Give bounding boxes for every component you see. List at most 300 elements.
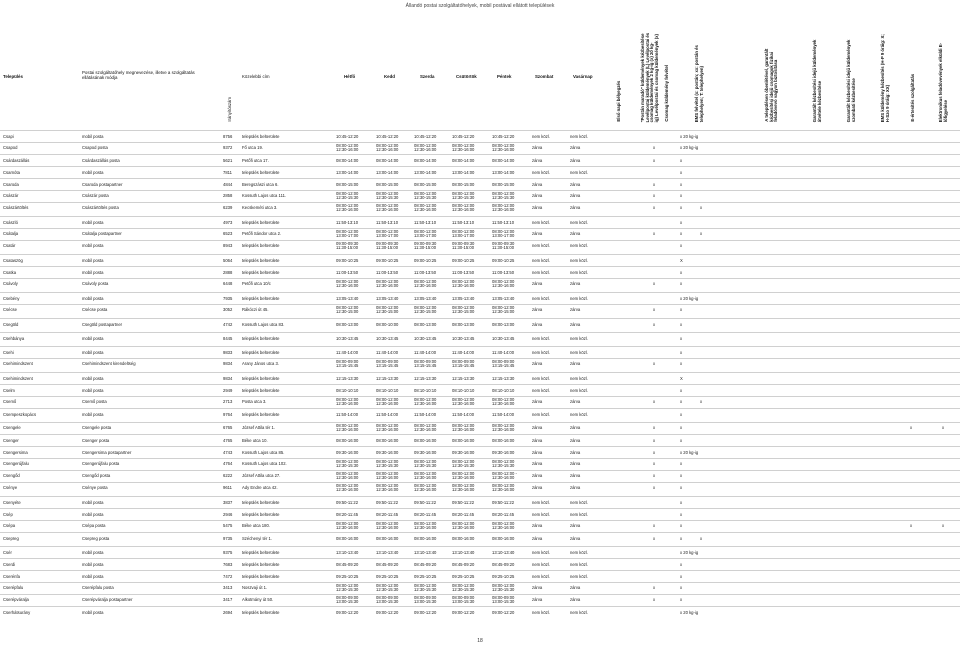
cell-nyitvatartas: 08:00-12:00 12:30-15:00 xyxy=(492,305,515,315)
header-vasarnap: Vasárnap xyxy=(573,74,593,79)
cell-nyitvatartas: 10:30-13:45 xyxy=(452,336,475,341)
cell-nyitvatartas: 08:00-16:00 xyxy=(492,438,515,443)
cell-cim: Béke utca 10. xyxy=(242,438,268,443)
cell-szolgaltatas: x xyxy=(680,597,683,602)
cell-cim: Petőfi utca 10/c xyxy=(242,281,271,286)
cell-iranyitoszam: 6448 xyxy=(223,281,233,286)
cell-szolgaltatas: x xyxy=(680,412,683,417)
cell-nyitvatartas: 08:00-12:00 12:30-16:00 xyxy=(452,203,475,213)
cell-telepules: Csép xyxy=(3,512,13,517)
cell-nyitvatartas: 08:00-12:00 12:30-15:30 xyxy=(376,459,399,469)
cell-telepules: Cselm xyxy=(3,388,15,393)
cell-nyitvatartas: 08:00-12:00 12:30-16:00 xyxy=(414,203,437,213)
cell-nyitvatartas: 08:00-12:00 12:30-15:30 xyxy=(336,583,359,593)
cell-szolgaltatas: x xyxy=(680,182,683,187)
cell-cim: település belterülete xyxy=(242,243,280,248)
cell-nyitvatartas: 08:20-11:45 xyxy=(414,512,437,517)
cell-nyitvatartas: 11:50-14:00 xyxy=(492,412,515,417)
table-row xyxy=(0,304,960,315)
cell-nyitvatartas: 09:30-16:00 xyxy=(452,450,475,455)
cell-szombat: nem közl. xyxy=(532,296,550,301)
cell-cim: Kossuth Lajos utca 85. xyxy=(242,450,285,455)
cell-szolgaltatas: x xyxy=(653,425,656,430)
table-row xyxy=(0,384,960,395)
header-csomag-biztositas: A településen óbenlétével, garantált kézbesítési idejű csomagok fizikai feladóvevő vagyon biztosítása xyxy=(764,48,779,122)
cell-nyitvatartas: 08:00-10:00 xyxy=(376,322,399,327)
header-garantalt-szombati: Garantált kézbesítési idejű küldemények szombati kézbesítése xyxy=(846,39,856,122)
table-row xyxy=(0,358,960,369)
cell-nyitvatartas: 08:10-10:10 xyxy=(376,388,399,393)
cell-szombat: zárva xyxy=(532,461,543,466)
cell-szolgaltatas: X xyxy=(680,376,683,381)
cell-nyitvatartas: 11:50-14:00 xyxy=(452,412,475,417)
cell-szombat: nem közl. xyxy=(532,376,550,381)
header-ems-kezbesites: EMS küldemény kézbesítés (H-P 9 óráig: X; H-Szo 9 óráig: XX) xyxy=(880,33,890,122)
table-row xyxy=(0,470,960,481)
cell-nyitvatartas: 12:15-13:30 xyxy=(376,376,399,381)
cell-nyitvatartas: 08:10-10:10 xyxy=(336,388,359,393)
cell-megnevezes: Csaroda postapartner xyxy=(82,182,123,187)
cell-vasarnap: zárva xyxy=(570,193,581,198)
cell-megnevezes: Csegöld postapartner xyxy=(82,322,123,327)
cell-cim: Fő utca 19. xyxy=(242,145,263,150)
cell-nyitvatartas: 13:10-13:40 xyxy=(414,550,437,555)
cell-megnevezes: Csengőd posta xyxy=(82,473,111,478)
cell-szombat: nem közl. xyxy=(532,574,550,579)
cell-szolgaltatas: x xyxy=(680,562,683,567)
cell-cim: település belterülete xyxy=(242,574,280,579)
cell-szolgaltatas: x xyxy=(680,485,683,490)
cell-telepules: Cserépváralja xyxy=(3,597,29,602)
cell-cim: település belterülete xyxy=(242,412,280,417)
cell-szombat: nem közl. xyxy=(532,134,550,139)
cell-telepules: Csarnóta xyxy=(3,170,20,175)
table-row xyxy=(0,154,960,165)
cell-nyitvatartas: 08:00-12:00 12:30-15:30 xyxy=(414,191,437,201)
cell-nyitvatartas: 08:00-12:00 12:30-16:00 xyxy=(452,279,475,289)
cell-szolgaltatas: x xyxy=(680,158,683,163)
cell-vasarnap: nem közl. xyxy=(570,412,588,417)
cell-iranyitoszam: 6239 xyxy=(223,205,233,210)
cell-szombat: nem közl. xyxy=(532,243,550,248)
cell-nyitvatartas: 13:00-14:00 xyxy=(492,170,515,175)
cell-nyitvatartas: 08:00-16:00 xyxy=(376,536,399,541)
cell-megnevezes: Csépa posta xyxy=(82,523,106,528)
cell-szolgaltatas: X xyxy=(680,258,683,263)
cell-nyitvatartas: 08:00-16:00 xyxy=(414,536,437,541)
cell-megnevezes: mobil posta xyxy=(82,220,104,225)
cell-nyitvatartas: 11:00-13:50 xyxy=(376,270,399,275)
table-row xyxy=(0,372,960,383)
cell-nyitvatartas: 11:50-14:00 xyxy=(414,412,437,417)
header-kedd: Kedd xyxy=(384,74,395,79)
cell-cim: település belterülete xyxy=(242,350,280,355)
cell-cim: település belterülete xyxy=(242,134,280,139)
cell-cim: Alkotmány út 50. xyxy=(242,597,274,602)
cell-szombat: zárva xyxy=(532,307,543,312)
cell-nyitvatartas: 08:00-09:00 13:00-15:30 xyxy=(414,595,437,605)
cell-cim: Béke utca 180. xyxy=(242,523,270,528)
cell-nyitvatartas: 08:00-12:00 12:30-16:00 xyxy=(376,423,399,433)
cell-telepules: Csenger xyxy=(3,438,19,443)
cell-cim: Petőfi utca 17. xyxy=(242,158,269,163)
cell-vasarnap: nem közl. xyxy=(570,296,588,301)
cell-telepules: Csapi xyxy=(3,134,14,139)
cell-megnevezes: mobil posta xyxy=(82,574,104,579)
cell-iranyitoszam: 7811 xyxy=(223,170,233,175)
cell-nyitvatartas: 12:15-13:30 xyxy=(336,376,359,381)
cell-megnevezes: mobil posta xyxy=(82,336,104,341)
cell-szolgaltatas: x xyxy=(680,170,683,175)
cell-nyitvatartas: 08:00-12:00 12:30-16:00 xyxy=(452,423,475,433)
cell-nyitvatartas: 08:00-12:00 12:30-16:00 xyxy=(492,423,515,433)
cell-nyitvatartas: 08:00-12:00 12:30-16:00 xyxy=(452,397,475,407)
cell-szolgaltatas: x xyxy=(653,597,656,602)
cell-iranyitoszam: 4973 xyxy=(223,220,233,225)
cell-szolgaltatas: x xyxy=(653,461,656,466)
cell-szolgaltatas: x xyxy=(680,574,683,579)
cell-nyitvatartas: 08:00-12:00 12:30-16:00 xyxy=(336,279,359,289)
cell-iranyitoszam: 9375 xyxy=(223,550,233,555)
cell-szolgaltatas: x xyxy=(680,461,683,466)
cell-szolgaltatas: x xyxy=(680,322,683,327)
cell-nyitvatartas: 08:00-16:00 xyxy=(376,438,399,443)
cell-nyitvatartas: 08:00-12:00 13:00-17:00 xyxy=(376,229,399,239)
cell-nyitvatartas: 08:20-11:45 xyxy=(492,512,515,517)
cell-megnevezes: Csehimindszent kirendeltség xyxy=(82,361,136,366)
cell-nyitvatartas: 08:00-12:00 13:00-17:00 xyxy=(452,229,475,239)
cell-telepules: Csénye xyxy=(3,485,18,490)
cell-nyitvatartas: 08:00-12:00 12:30-15:30 xyxy=(492,459,515,469)
cell-vasarnap: zárva xyxy=(570,399,581,404)
header-garantalt-atvetel: Garantált kézbesítési idejű küldemények átvétele kézbesítése xyxy=(812,39,822,122)
cell-cim: település belterülete xyxy=(242,550,280,555)
cell-cim: település belterülete xyxy=(242,336,280,341)
cell-iranyitoszam: 8756 xyxy=(223,134,233,139)
cell-iranyitoszam: 3837 xyxy=(223,500,233,505)
cell-telepules: Csaroda xyxy=(3,182,19,187)
cell-nyitvatartas: 08:00-16:00 xyxy=(414,438,437,443)
cell-megnevezes: Csénye posta xyxy=(82,485,108,490)
cell-szolgaltatas: x xyxy=(680,281,683,286)
cell-nyitvatartas: 13:00-14:00 xyxy=(336,170,359,175)
cell-nyitvatartas: 08:00-12:00 12:30-15:30 xyxy=(452,583,475,593)
cell-vasarnap: zárva xyxy=(570,585,581,590)
cell-nyitvatartas: 09:00-09:30 11:30-15:00 xyxy=(414,241,437,251)
cell-vasarnap: zárva xyxy=(570,473,581,478)
cell-nyitvatartas: 08:00-12:00 12:30-16:00 xyxy=(414,423,437,433)
cell-szombat: zárva xyxy=(532,231,543,236)
cell-nyitvatartas: 11:50-13:10 xyxy=(336,220,359,225)
table-row xyxy=(0,266,960,277)
cell-nyitvatartas: 08:00-13:00 xyxy=(452,322,475,327)
cell-megnevezes: mobil posta xyxy=(82,134,104,139)
cell-iranyitoszam: 7472 xyxy=(223,574,233,579)
cell-nyitvatartas: 10:45-12:20 xyxy=(336,134,359,139)
cell-szolgaltatas: x xyxy=(653,536,656,541)
table-row xyxy=(0,190,960,201)
cell-nyitvatartas: 08:45-09:20 xyxy=(452,562,475,567)
table-row xyxy=(0,130,960,141)
cell-nyitvatartas: 08:00-09:00 13:00-15:30 xyxy=(492,595,515,605)
header-telepules: Település xyxy=(3,74,23,79)
cell-telepules: Cserhátsurány xyxy=(3,610,31,615)
cell-cim: Kossuth Lajos utca 111. xyxy=(242,193,287,198)
cell-nyitvatartas: 08:00-12:00 12:30-15:30 xyxy=(492,191,515,201)
cell-szolgaltatas: x 20 kg-ig xyxy=(680,296,699,301)
cell-nyitvatartas: 08:00-12:00 12:30-16:00 xyxy=(336,471,359,481)
cell-szombat: zárva xyxy=(532,361,543,366)
cell-nyitvatartas: 08:00-12:00 12:30-16:00 xyxy=(376,483,399,493)
cell-szombat: zárva xyxy=(532,205,543,210)
cell-iranyitoszam: 2858 xyxy=(223,193,233,198)
cell-nyitvatartas: 08:00-12:00 12:30-16:00 xyxy=(336,423,359,433)
cell-szombat: nem közl. xyxy=(532,336,550,341)
cell-nyitvatartas: 10:45-12:20 xyxy=(414,134,437,139)
cell-szombat: nem közl. xyxy=(532,550,550,555)
cell-iranyitoszam: 3413 xyxy=(223,585,233,590)
cell-szolgaltatas: x xyxy=(680,585,683,590)
cell-megnevezes: Csengele posta xyxy=(82,425,112,430)
cell-megnevezes: Csátalja postapartner xyxy=(82,231,122,236)
cell-nyitvatartas: 08:20-11:45 xyxy=(452,512,475,517)
cell-szombat: zárva xyxy=(532,450,543,455)
cell-telepules: Csegöld xyxy=(3,322,19,327)
header-iranyitoszam: Irányítószám xyxy=(227,97,232,122)
cell-nyitvatartas: 13:00-14:00 xyxy=(414,170,437,175)
cell-megnevezes: Cserépfalu posta xyxy=(82,585,114,590)
cell-vasarnap: zárva xyxy=(570,205,581,210)
cell-nyitvatartas: 08:10-10:10 xyxy=(492,388,515,393)
cell-vasarnap: nem közl. xyxy=(570,258,588,263)
cell-vasarnap: nem közl. xyxy=(570,220,588,225)
cell-megnevezes: Csapod posta xyxy=(82,145,108,150)
cell-vasarnap: zárva xyxy=(570,597,581,602)
table-row xyxy=(0,532,960,543)
cell-szolgaltatas: x 20 kg-ig xyxy=(680,145,699,150)
cell-nyitvatartas: 09:00-09:30 11:30-15:00 xyxy=(376,241,399,251)
cell-nyitvatartas: 08:45-09:20 xyxy=(376,562,399,567)
cell-nyitvatartas: 13:10-13:40 xyxy=(376,550,399,555)
cell-iranyitoszam: 4765 xyxy=(223,438,233,443)
table-row xyxy=(0,346,960,357)
table-row xyxy=(0,558,960,569)
cell-szolgaltatas: x xyxy=(942,425,945,430)
cell-szolgaltatas: x xyxy=(680,220,683,225)
cell-nyitvatartas: 08:00-12:00 12:30-16:00 xyxy=(336,483,359,493)
cell-nyitvatartas: 09:50-11:22 xyxy=(452,500,475,505)
table-row xyxy=(0,278,960,289)
cell-nyitvatartas: 09:25-10:25 xyxy=(492,574,515,579)
cell-telepules: Császló xyxy=(3,220,18,225)
cell-nyitvatartas: 08:00-12:00 12:30-16:00 xyxy=(336,203,359,213)
cell-megnevezes: mobil posta xyxy=(82,170,104,175)
cell-nyitvatartas: 08:00-12:00 12:30-15:30 xyxy=(336,191,359,201)
cell-nyitvatartas: 08:00-14:00 xyxy=(336,158,359,163)
cell-szolgaltatas: x 20 kg-ig xyxy=(680,610,699,615)
cell-nyitvatartas: 11:40-14:00 xyxy=(376,350,399,355)
cell-nyitvatartas: 08:00-15:00 xyxy=(492,182,515,187)
cell-nyitvatartas: 11:00-13:50 xyxy=(336,270,359,275)
cell-szolgaltatas: x xyxy=(653,485,656,490)
cell-szombat: nem közl. xyxy=(532,350,550,355)
cell-nyitvatartas: 08:00-12:00 12:30-16:00 xyxy=(452,471,475,481)
cell-telepules: Cserdi xyxy=(3,562,16,567)
cell-iranyitoszam: 7935 xyxy=(223,296,233,301)
cell-nyitvatartas: 08:00-15:00 xyxy=(376,182,399,187)
table-row xyxy=(0,332,960,343)
cell-nyitvatartas: 13:10-13:40 xyxy=(492,550,515,555)
cell-szombat: zárva xyxy=(532,536,543,541)
cell-telepules: Csépa xyxy=(3,523,16,528)
cell-nyitvatartas: 11:00-13:50 xyxy=(414,270,437,275)
cell-iranyitoszam: 2713 xyxy=(223,399,233,404)
cell-nyitvatartas: 08:00-12:00 12:30-15:30 xyxy=(376,191,399,201)
cell-megnevezes: Császár posta xyxy=(82,193,109,198)
cell-nyitvatartas: 08:00-12:00 12:30-15:30 xyxy=(492,583,515,593)
cell-megnevezes: Csepreg posta xyxy=(82,536,110,541)
cell-iranyitoszam: 4764 xyxy=(223,461,233,466)
cell-nyitvatartas: 08:00-14:00 xyxy=(376,158,399,163)
cell-nyitvatartas: 09:00-12:20 xyxy=(452,610,475,615)
cell-cim: település belterülete xyxy=(242,500,280,505)
cell-nyitvatartas: 11:40-14:00 xyxy=(492,350,515,355)
cell-nyitvatartas: 08:00-15:00 xyxy=(414,182,437,187)
cell-nyitvatartas: 08:00-12:00 12:30-16:00 xyxy=(376,279,399,289)
cell-nyitvatartas: 10:45-12:20 xyxy=(492,134,515,139)
cell-nyitvatartas: 08:00-12:00 12:30-16:00 xyxy=(376,397,399,407)
cell-nyitvatartas: 08:00-12:00 12:30-15:30 xyxy=(452,459,475,469)
cell-telepules: Csehbánya xyxy=(3,336,25,341)
cell-nyitvatartas: 08:00-12:00 12:30-16:00 xyxy=(336,143,359,153)
cell-vasarnap: zárva xyxy=(570,485,581,490)
cell-nyitvatartas: 09:00-12:20 xyxy=(492,610,515,615)
page-title: Állandó postai szolgáltatóhelyek, mobil postával ellátott települések xyxy=(405,3,555,9)
cell-szombat: nem közl. xyxy=(532,170,550,175)
cell-nyitvatartas: 10:30-13:45 xyxy=(376,336,399,341)
table-row xyxy=(0,446,960,457)
table-row xyxy=(0,202,960,213)
cell-nyitvatartas: 08:00-12:00 - 12:30-16:00 xyxy=(492,471,517,481)
cell-cim: Széchenyi tér 1. xyxy=(242,536,273,541)
table-row xyxy=(0,318,960,329)
cell-vasarnap: nem közl. xyxy=(570,270,588,275)
header-szombat: Szombat xyxy=(535,74,554,79)
cell-nyitvatartas: 11:00-13:50 xyxy=(492,270,515,275)
cell-iranyitoszam: 2888 xyxy=(223,270,233,275)
cell-nyitvatartas: 08:00-14:00 xyxy=(414,158,437,163)
cell-vasarnap: zárva xyxy=(570,438,581,443)
cell-iranyitoszam: 5621 xyxy=(223,158,233,163)
cell-iranyitoszam: 4742 xyxy=(223,322,233,327)
cell-szombat: nem közl. xyxy=(532,562,550,567)
cell-telepules: Csatár xyxy=(3,243,16,248)
cell-vasarnap: zárva xyxy=(570,231,581,236)
cell-vasarnap: nem közl. xyxy=(570,574,588,579)
cell-megnevezes: mobil posta xyxy=(82,512,104,517)
cell-vasarnap: zárva xyxy=(570,450,581,455)
cell-szolgaltatas: x xyxy=(653,231,656,236)
cell-telepules: Csehimindszent xyxy=(3,361,33,366)
cell-nyitvatartas: 08:00-12:00 13:00-17:00 xyxy=(336,229,359,239)
cell-nyitvatartas: 09:00-12:20 xyxy=(376,610,399,615)
cell-megnevezes: mobil posta xyxy=(82,258,104,263)
cell-szolgaltatas: x xyxy=(680,307,683,312)
cell-nyitvatartas: 09:00-10:25 xyxy=(376,258,399,263)
cell-nyitvatartas: 08:10-10:10 xyxy=(414,388,437,393)
cell-vasarnap: zárva xyxy=(570,361,581,366)
cell-nyitvatartas: 08:00-12:00 12:30-16:00 xyxy=(414,483,437,493)
cell-megnevezes: mobil posta xyxy=(82,500,104,505)
header-csomag-felvetel: Csomag küldemény felvétel xyxy=(664,65,669,122)
cell-nyitvatartas: 08:00-09:00 13:15-15:45 xyxy=(414,359,437,369)
cell-nyitvatartas: 09:50-11:22 xyxy=(414,500,437,505)
cell-nyitvatartas: 08:00-16:00 xyxy=(336,438,359,443)
cell-nyitvatartas: 08:00-09:00 13:00-15:30 xyxy=(452,595,475,605)
cell-szombat: nem közl. xyxy=(532,220,550,225)
cell-telepules: Csátalja xyxy=(3,231,19,236)
cell-nyitvatartas: 08:00-12:00 12:30-16:00 xyxy=(376,143,399,153)
cell-megnevezes: mobil posta xyxy=(82,562,104,567)
cell-szombat: nem közl. xyxy=(532,412,550,417)
cell-szolgaltatas: x xyxy=(680,270,683,275)
cell-megnevezes: Csécse posta xyxy=(82,307,108,312)
cell-nyitvatartas: 08:00-16:00 xyxy=(492,536,515,541)
cell-nyitvatartas: 09:00-09:30 11:30-15:00 xyxy=(452,241,475,251)
header-cim: Közelebbi cím xyxy=(242,74,270,79)
cell-telepules: Cserénfa xyxy=(3,574,20,579)
cell-nyitvatartas: 08:00-16:00 xyxy=(452,536,475,541)
cell-cim: település belterülete xyxy=(242,170,280,175)
cell-telepules: Csempeszkopács xyxy=(3,412,37,417)
header-elso-napi: Első napi bélyegzés xyxy=(616,81,621,122)
cell-megnevezes: Csenger posta xyxy=(82,438,110,443)
cell-telepules: Cserépfalu xyxy=(3,585,24,590)
cell-cim: település belterülete xyxy=(242,270,280,275)
cell-nyitvatartas: 08:00-14:00 xyxy=(492,158,515,163)
cell-nyitvatartas: 09:30-16:00 xyxy=(492,450,515,455)
cell-szolgaltatas: x xyxy=(680,523,683,528)
cell-nyitvatartas: 08:00-12:00 12:30-16:00 xyxy=(414,471,437,481)
cell-nyitvatartas: 09:30-16:00 xyxy=(336,450,359,455)
cell-megnevezes: mobil posta xyxy=(82,550,104,555)
cell-telepules: Csatka xyxy=(3,270,17,275)
cell-telepules: Csárdaszállás xyxy=(3,158,30,163)
cell-nyitvatartas: 08:00-09:00 13:00-15:30 xyxy=(376,595,399,605)
cell-nyitvatartas: 08:00-14:00 xyxy=(452,158,475,163)
cell-szolgaltatas: x xyxy=(653,145,656,150)
cell-telepules: Csemő xyxy=(3,399,17,404)
cell-nyitvatartas: 08:00-09:00 13:15-15:45 xyxy=(376,359,399,369)
cell-cim: József Attila tér 1. xyxy=(242,425,276,430)
cell-cim: település belterülete xyxy=(242,562,280,567)
cell-iranyitoszam: 9833 xyxy=(223,350,233,355)
cell-nyitvatartas: 08:00-12:00 12:30-16:00 xyxy=(492,397,515,407)
cell-szolgaltatas: x xyxy=(653,322,656,327)
cell-cim: József Attila utca 27. xyxy=(242,473,281,478)
cell-szolgaltatas: x xyxy=(942,523,945,528)
cell-iranyitoszam: 9834 xyxy=(223,376,233,381)
cell-vasarnap: zárva xyxy=(570,523,581,528)
cell-szombat: zárva xyxy=(532,281,543,286)
cell-szolgaltatas: x xyxy=(680,500,683,505)
cell-szolgaltatas: x xyxy=(653,438,656,443)
cell-nyitvatartas: 11:50-14:00 xyxy=(336,412,359,417)
cell-nyitvatartas: 08:45-09:20 xyxy=(492,562,515,567)
cell-szolgaltatas: x xyxy=(680,243,683,248)
cell-iranyitoszam: 2694 xyxy=(223,610,233,615)
cell-szolgaltatas: x xyxy=(680,473,683,478)
